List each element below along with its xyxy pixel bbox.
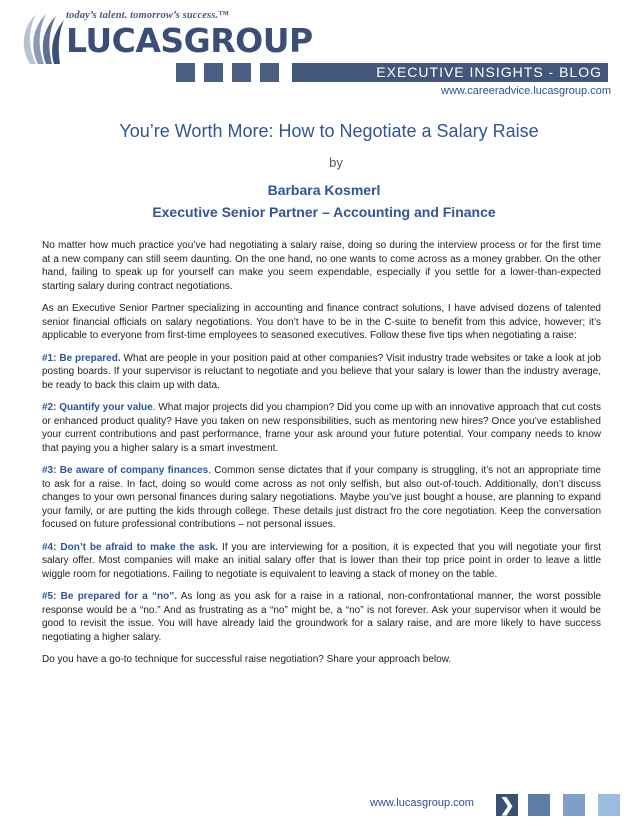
tip-text: If you are interviewing for a position, it is expected that you will negotiate your first salary offer. Most companies will make an initial salary offer that is lower than their top price point in order to leave a little wiggle room for negotiations. Failing to negotiate is equivalent to leaving a stack of money on the table. xyxy=(42,541,601,580)
website-link[interactable]: www.lucasgroup.com xyxy=(370,797,474,809)
logo-swoosh-icon xyxy=(18,8,70,66)
footer-square xyxy=(598,794,620,816)
tip-heading: #2: Quantify your value xyxy=(42,402,153,413)
blog-url-link[interactable]: www.careeradvice.lucasgroup.com xyxy=(441,85,611,97)
paragraph: As an Executive Senior Partner specializing in accounting and finance contract solutions, I have advised dozens of talented senior financial officials on salary negotiations. You don’t have to be in the C-suite to benefit from this advice, however; it’s applicable to everyone from first-time employees to seasoned executives. Follow these five tips when negotiating a raise: xyxy=(42,303,601,341)
header-square xyxy=(260,63,279,82)
logo-wordmark: LUCASGROUP xyxy=(66,21,313,60)
header-square xyxy=(204,63,223,82)
tip-text: As long as you ask for a raise in a rational, non-confrontational manner, the worst possible response would be a “no.” And as frustrating as a “no” might be, a “no” is not forever. Ask your supervisor when it would be good to revisit the issue. You will have already laid the groundwork for a salary raise, and are more likely to have success negotiating a higher salary. xyxy=(42,591,602,643)
byline-by: by xyxy=(329,155,343,170)
footer-square xyxy=(528,794,550,816)
paragraph: No matter how much practice you’ve had negotiating a salary raise, doing so during the interview process or for the first time at a new company can still seem daunting. On the one hand, no one wants to come across as a money grabber. On the other hand, failing to speak up for yourself can make you seem expendable, especially if you settle for a lower-than-expected starting salary during contract negotiations. xyxy=(42,240,601,292)
tip-heading: #5: Be prepared for a “no”. xyxy=(42,591,178,602)
closing-paragraph: Do you have a go-to technique for successful raise negotiation? Share your approach below. xyxy=(42,654,452,665)
author-role: Executive Senior Partner – Accounting and Finance xyxy=(152,204,496,220)
tip-text: . What major projects did you champion? Did you come up with an innovative approach that cut costs or enhanced product quality? Have you taken on new responsibilities, such as mentoring new hires? Once you’ve established your current contributions and past performance, frame your ask around your future potential. Your company needs to know that paying you a higher salary is a smart investment. xyxy=(42,402,601,454)
author-name: Barbara Kosmerl xyxy=(267,182,381,198)
chevron-right-icon[interactable]: ❯ xyxy=(496,794,518,816)
article-body xyxy=(42,239,601,676)
header-square xyxy=(176,63,195,82)
header-square xyxy=(232,63,251,82)
tip-text: . Common sense dictates that if your company is struggling, it’s not an appropriate time to ask for a raise. In fact, doing so would come across as not only selfish, but also out-of-touch. Additionally, don’t discuss changes to your own personal finances during salary negotiations. Maybe you’ve just bought a house, are planning to expand your family, or are putting the kids through college. These details just distract fro the core negotiation. Keep the conversation focused on future professional contributions – not personal issues. xyxy=(42,465,601,530)
header-banner xyxy=(292,63,608,82)
tip-paragraph xyxy=(42,352,601,393)
tip-heading: #3: Be aware of company finances xyxy=(42,465,209,476)
tip-paragraph xyxy=(42,464,601,532)
footer-square xyxy=(563,794,585,816)
tip-paragraph xyxy=(42,401,601,455)
tip-paragraph xyxy=(42,590,601,644)
logo-tagline: today’s talent. tomorrow’s success.™ xyxy=(66,10,229,21)
banner-title: EXECUTIVE INSIGHTS - BLOG xyxy=(376,64,602,80)
tip-heading: #4: Don’t be afraid to make the ask. xyxy=(42,541,219,553)
tip-paragraph xyxy=(42,541,601,582)
tip-text: What are people in your position paid at other companies? Visit industry trade websites or take a look at job posting boards. If your supervisor is reluctant to negotiate and you believe that your salary is lower than the industry average, be ready to back this claim up with data. xyxy=(42,352,601,391)
tip-heading: #1: Be prepared. xyxy=(42,352,121,364)
article-title: You’re Worth More: How to Negotiate a Salary Raise xyxy=(119,121,539,141)
